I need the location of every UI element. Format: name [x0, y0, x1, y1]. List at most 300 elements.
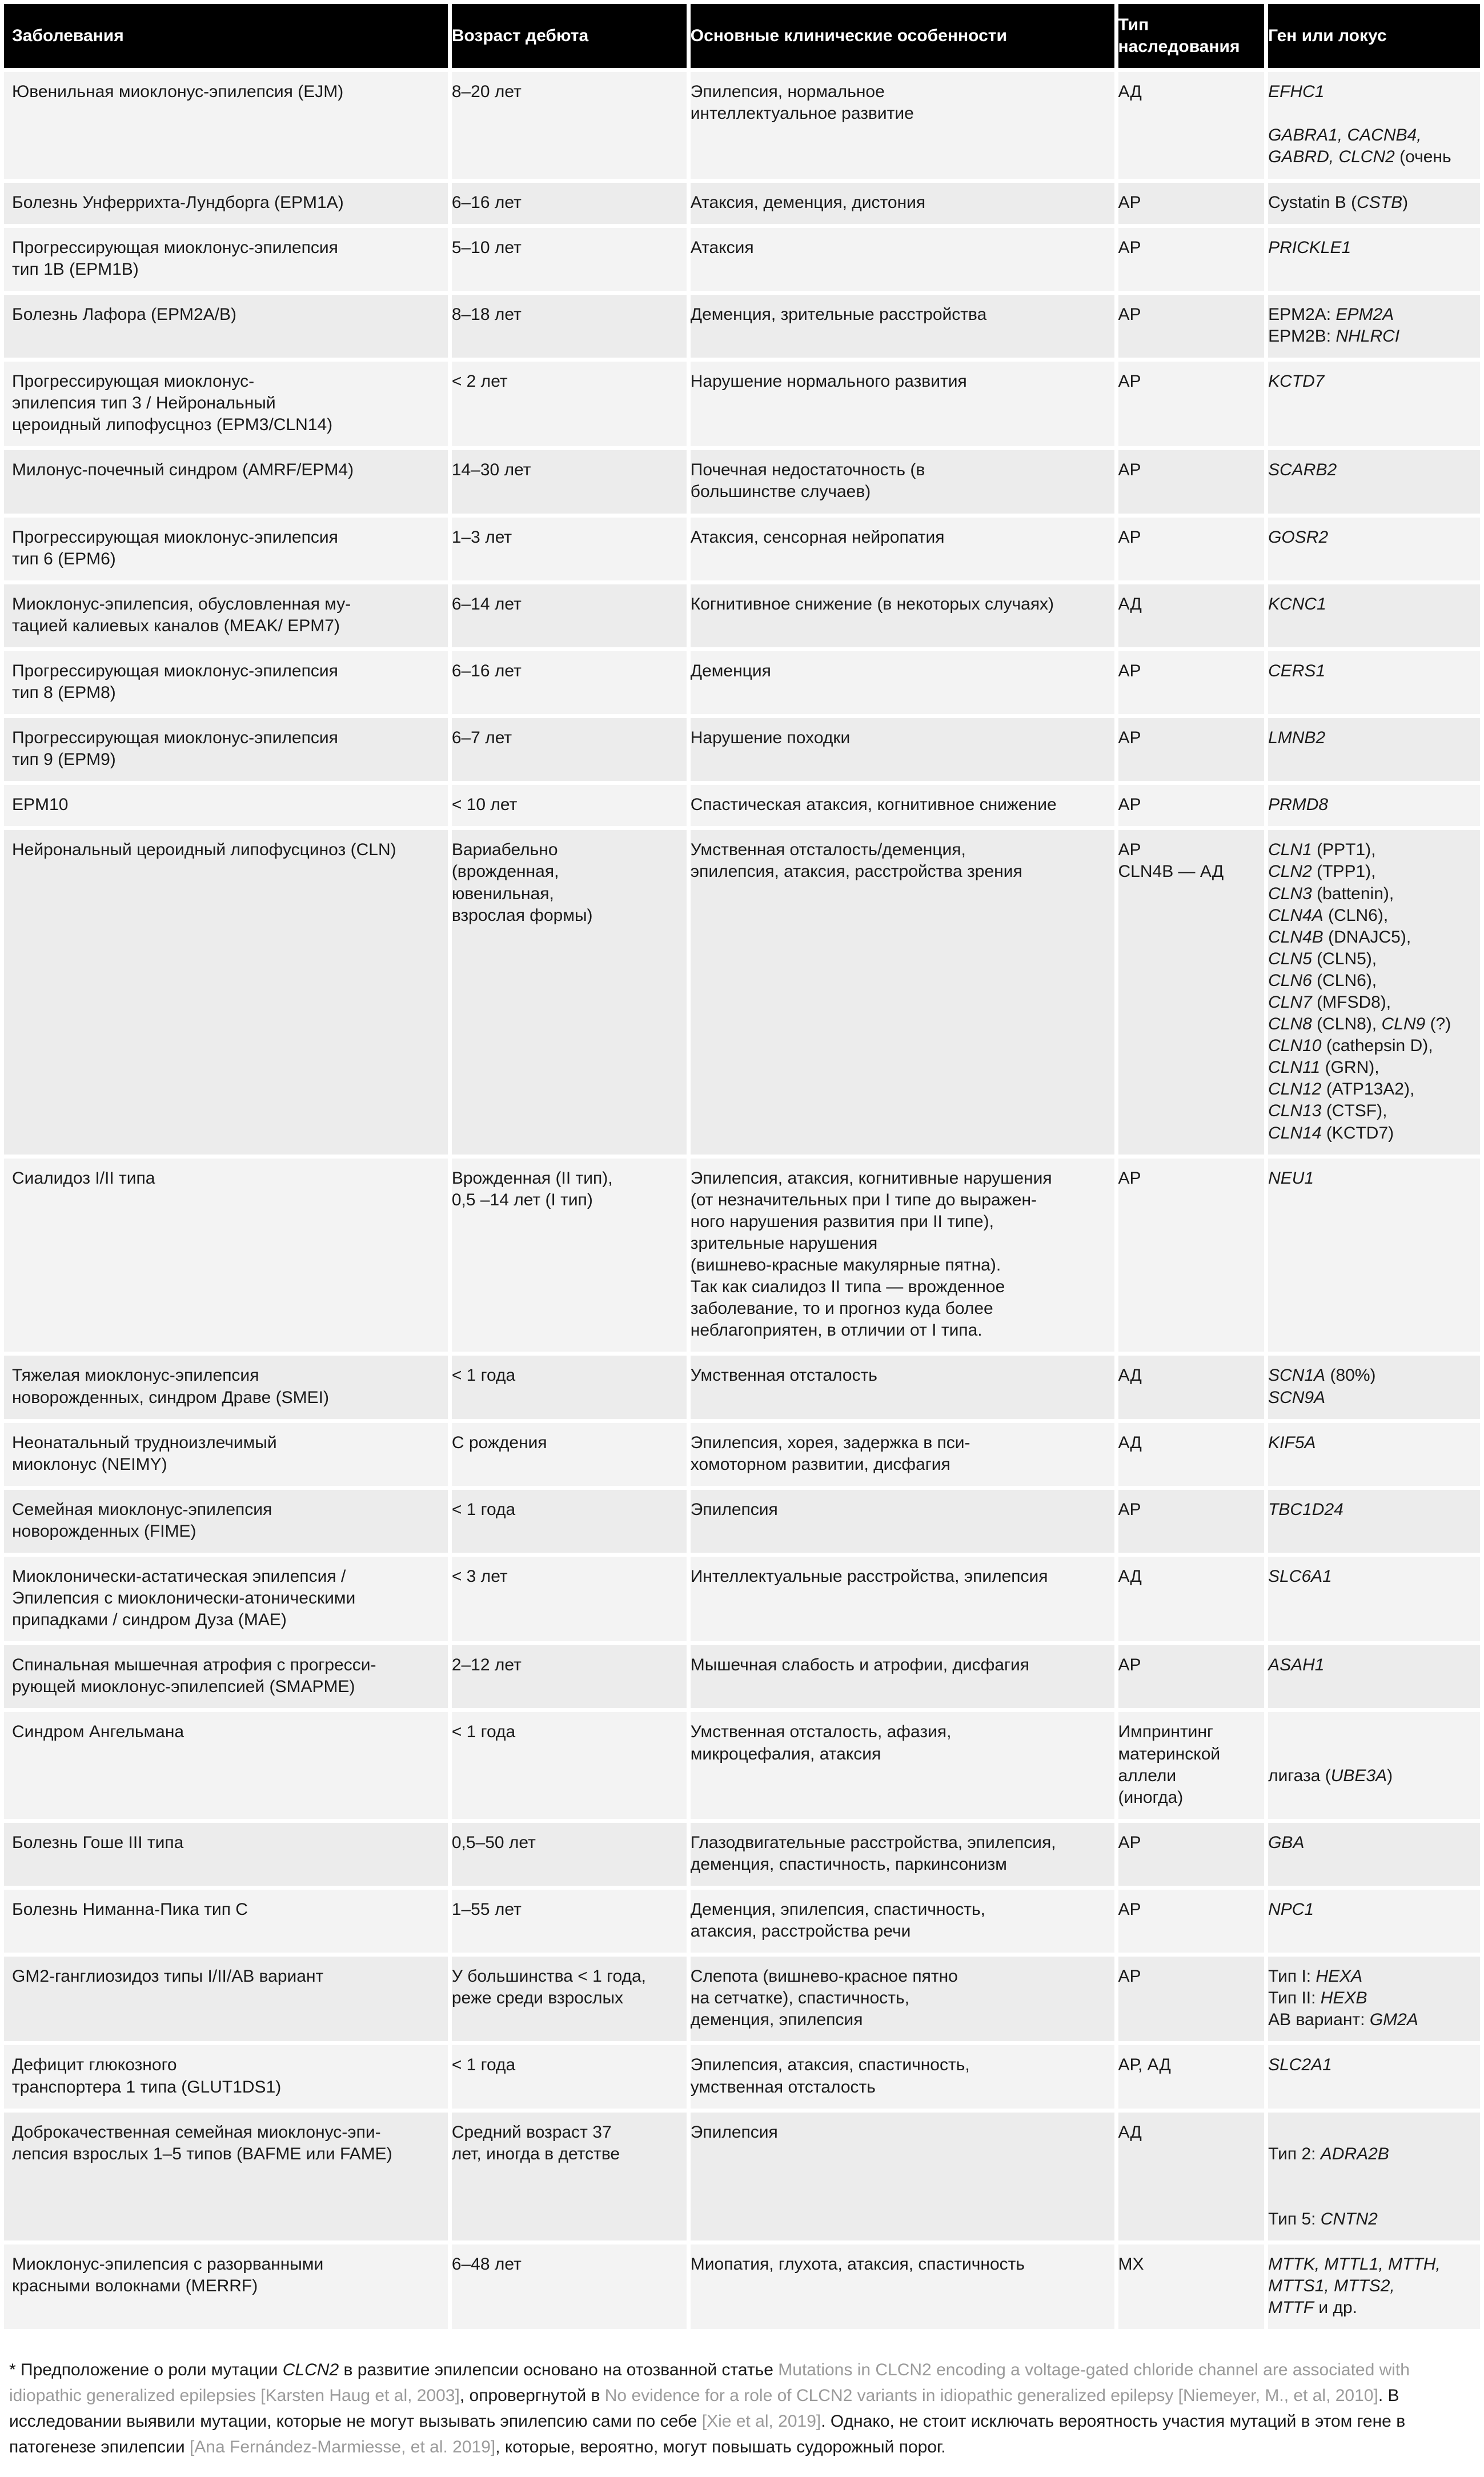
gene-name: SCN9A	[1268, 1388, 1326, 1407]
text-run: GM2-ганглиозидоз типы I/II/AB вариант	[12, 1967, 324, 1986]
cell-clinical	[691, 1890, 1114, 1953]
gene-name: SCARB2	[1268, 460, 1337, 480]
cell-clinical	[691, 295, 1114, 358]
gene-name: NEU1	[1268, 1168, 1314, 1188]
cell-inheritance	[1118, 1712, 1265, 1818]
gene-name: KIF5A	[1268, 1433, 1316, 1452]
cell-disease	[4, 785, 448, 826]
table-row	[4, 2045, 1480, 2108]
gene-name: SLC6A1	[1268, 1566, 1332, 1586]
text-run: , опровергнутой в	[459, 2386, 605, 2406]
cell-clinical	[691, 518, 1114, 580]
text-run: Прогрессирующая миоклонус-	[12, 372, 255, 391]
cell-clinical	[691, 830, 1114, 1154]
text-run: АР	[1118, 372, 1141, 391]
text-run: Атаксия	[690, 238, 754, 257]
text-run: (врожденная,	[451, 862, 559, 881]
text-run: 6–48 лет	[451, 2255, 522, 2274]
gene-name: CLN4A	[1268, 905, 1323, 925]
text-run: АД	[1118, 1566, 1142, 1586]
text-run: эпилепсия, атаксия, расстройства зрения	[690, 862, 1022, 881]
text-run: Эпилепсия	[690, 2122, 778, 2142]
cell-genes	[1268, 518, 1480, 580]
cell-clinical	[691, 1823, 1114, 1886]
text-run: АД	[1118, 1433, 1142, 1452]
text-run: АР	[1118, 304, 1141, 324]
text-run: 14–30 лет	[451, 460, 531, 480]
gene-name: TBC1D24	[1268, 1500, 1343, 1519]
gene-name: CLN2	[1268, 862, 1312, 881]
text-run: АР	[1118, 460, 1141, 480]
cell-genes	[1268, 1490, 1480, 1553]
text-run: АД	[1118, 594, 1142, 614]
gene-name: EFHC1	[1268, 82, 1325, 102]
text-run: Деменция, эпилепсия, спастичность,	[690, 1900, 985, 1919]
text-run: Миопатия, глухота, атаксия, спастичность	[690, 2255, 1025, 2274]
gene-name: SCN1A	[1268, 1366, 1326, 1385]
gene-name: KCTD7	[1268, 372, 1325, 391]
text-run: < 1 года	[451, 1722, 516, 1742]
gene-name: CLCN2	[282, 2360, 339, 2380]
cell-genes	[1268, 1712, 1480, 1818]
cell-age	[452, 1490, 687, 1553]
cell-clinical	[691, 1356, 1114, 1418]
cell-genes	[1268, 228, 1480, 291]
gene-name: MTTS1, MTTS2,	[1268, 2276, 1395, 2296]
cell-inheritance	[1118, 2045, 1265, 2108]
text-run: Болезнь Ниманна-Пика тип C	[12, 1900, 248, 1919]
text-run: АД	[1118, 2122, 1142, 2142]
cell-genes	[1268, 1159, 1480, 1352]
text-run: Когнитивное снижение (в некоторых случаях)	[690, 594, 1054, 614]
cell-disease	[4, 651, 448, 714]
cell-inheritance	[1118, 785, 1265, 826]
table-row	[4, 1159, 1480, 1352]
text-run: Болезнь Гоше III типа	[12, 1833, 184, 1852]
text-run: Основные клинические особенности	[690, 26, 1007, 46]
cell-clinical	[691, 1557, 1114, 1641]
cell-disease	[4, 518, 448, 580]
text-run: )	[1402, 193, 1409, 212]
text-run: (CTSF),	[1321, 1101, 1387, 1121]
cell-inheritance	[1118, 1423, 1265, 1486]
gene-name: GM2A	[1369, 2010, 1418, 2030]
text-run: АР	[1118, 1967, 1141, 1986]
cell-genes	[1268, 718, 1480, 781]
cell-genes	[1268, 1356, 1480, 1418]
gene-name: CLN6	[1268, 971, 1312, 990]
table-row	[4, 228, 1480, 291]
text-run: Так как сиалидоз II типа — врожденное	[690, 1277, 1005, 1297]
cell-genes	[1268, 72, 1480, 178]
cell-age	[452, 450, 687, 513]
table-row	[4, 295, 1480, 358]
cell-clinical	[691, 718, 1114, 781]
text-run: < 1 года	[451, 1500, 516, 1519]
text-run: 1–55 лет	[451, 1900, 522, 1919]
gene-name: CLN11	[1268, 1058, 1321, 1077]
gene-name: GOSR2	[1268, 527, 1329, 547]
text-run: Эпилепсия, атаксия, спастичность,	[690, 2055, 970, 2075]
text-run: лепсия взрослых 1–5 типов (BAFME или FAME)	[12, 2144, 392, 2163]
text-run: Ген или локус	[1268, 26, 1387, 46]
text-run: Средний возраст 37	[451, 2122, 612, 2142]
cell-age	[452, 2045, 687, 2108]
table-row	[4, 1423, 1480, 1486]
gene-name: HEXB	[1320, 1989, 1367, 2008]
cell-clinical	[691, 1159, 1114, 1352]
cell-disease	[4, 362, 448, 446]
text-run: припадками / синдром Дуза (MAE)	[12, 1610, 287, 1630]
column-header-clinical	[691, 4, 1114, 68]
text-run: АР	[1118, 1833, 1141, 1852]
text-run: У большинства < 1 года,	[451, 1967, 647, 1986]
gene-name: CLN4B	[1268, 927, 1323, 947]
text-run: Болезнь Унферрихта-Лундборга (EPM1A)	[12, 193, 344, 212]
gene-name: CLN8	[1268, 1015, 1312, 1034]
cell-age	[452, 183, 687, 224]
table-row	[4, 1356, 1480, 1418]
text-run: Слепота (вишнево-красное пятно	[690, 1967, 958, 1986]
gene-name: MTTK, MTTL1, MTTH,	[1268, 2255, 1441, 2274]
text-run: АР	[1118, 238, 1141, 257]
cell-disease	[4, 72, 448, 178]
text-run: материнской	[1118, 1744, 1221, 1763]
text-run: < 10 лет	[451, 795, 518, 815]
text-run: Нейрональный цероидный липофусциноз (CLN)	[12, 840, 396, 860]
cell-inheritance	[1118, 2113, 1265, 2240]
cell-disease	[4, 2113, 448, 2240]
text-run: АР	[1118, 1900, 1141, 1919]
text-run: хомоторном развитии, дисфагия	[690, 1454, 950, 1474]
gene-name: SLC2A1	[1268, 2055, 1332, 2075]
text-run: наследования	[1118, 37, 1240, 57]
cell-age	[452, 1712, 687, 1818]
cell-inheritance	[1118, 1490, 1265, 1553]
text-run: Почечная недостаточность (в	[690, 460, 925, 480]
text-run: АР	[1118, 840, 1141, 860]
text-run: Возраст дебюта	[451, 26, 589, 46]
header-row	[4, 4, 1480, 68]
text-run: Миоклонус-эпилепсия с разорванными	[12, 2255, 324, 2274]
cell-genes	[1268, 2113, 1480, 2240]
text-run: 5–10 лет	[451, 238, 522, 257]
cell-age	[452, 228, 687, 291]
gene-name: NPC1	[1268, 1900, 1314, 1919]
cell-genes	[1268, 1890, 1480, 1953]
text-run: Деменция	[690, 661, 771, 680]
text-run: рующей миоклонус-эпилепсией (SMAPME)	[12, 1677, 355, 1697]
text-run: (KCTD7)	[1321, 1123, 1394, 1143]
cell-inheritance	[1118, 1957, 1265, 2041]
cell-clinical	[691, 72, 1114, 178]
text-run: тип 6 (EPM6)	[12, 549, 116, 568]
table-row	[4, 1645, 1480, 1708]
text-run: неблагоприятен, в отличии от I типа.	[690, 1321, 982, 1340]
cell-disease	[4, 584, 448, 647]
text-run: 8–18 лет	[451, 304, 522, 324]
table-row	[4, 785, 1480, 826]
text-run: и др.	[1314, 2298, 1358, 2318]
text-run: микроцефалия, атаксия	[690, 1744, 881, 1763]
text-run: Глазодвигательные расстройства, эпилепсия,	[690, 1833, 1056, 1852]
gene-name: GBA	[1268, 1833, 1305, 1852]
gene-name: GABRA1, CACNB4,	[1268, 126, 1422, 145]
cell-genes	[1268, 785, 1480, 826]
cell-inheritance	[1118, 718, 1265, 781]
text-run: < 1 года	[451, 2055, 516, 2075]
text-run: (80%)	[1325, 1366, 1376, 1385]
cell-age	[452, 518, 687, 580]
text-run: Вариабельно	[451, 840, 558, 860]
text-run: Сиалидоз I/II типа	[12, 1168, 155, 1188]
text-run: Доброкачественная семейная миоклонус-эпи-	[12, 2122, 381, 2142]
cell-genes	[1268, 2244, 1480, 2329]
cell-disease	[4, 1823, 448, 1886]
cell-disease	[4, 1957, 448, 2041]
text-run: АВ вариант:	[1268, 2010, 1370, 2030]
text-run: Прогрессирующая миоклонус-эпилепсия	[12, 728, 338, 748]
text-run: 1–3 лет	[451, 527, 512, 547]
text-run: Эпилепсия	[690, 1500, 778, 1519]
text-run: деменция, эпилепсия	[690, 2010, 863, 2030]
text-run: Ювенильная миоклонус-эпилепсия (EJM)	[12, 82, 344, 102]
cell-genes	[1268, 1957, 1480, 2041]
cell-age	[452, 72, 687, 178]
footnote-link[interactable]: No evidence for a role of CLCN2 variants in idiopathic generalized epilepsy [Niemeyer, M., et al, 2010]	[604, 2386, 1378, 2406]
cell-disease	[4, 450, 448, 513]
cell-age	[452, 1957, 687, 2041]
text-run: (DNAJC5),	[1323, 927, 1411, 947]
gene-name: CLN5	[1268, 949, 1312, 968]
text-run: Нарушение походки	[690, 728, 851, 748]
cell-clinical	[691, 651, 1114, 714]
text-run: АД	[1118, 82, 1142, 102]
text-run: Тип 5:	[1268, 2210, 1321, 2229]
cell-genes	[1268, 450, 1480, 513]
cell-clinical	[691, 785, 1114, 826]
footnote-link[interactable]: [Ana Fernández-Marmiesse, et al. 2019]	[189, 2438, 496, 2457]
column-header-age	[452, 4, 687, 68]
text-run: АР	[1118, 661, 1141, 680]
text-run: , которые, вероятно, могут повышать судорожный порог.	[495, 2438, 946, 2457]
cell-age	[452, 1645, 687, 1708]
cell-inheritance	[1118, 518, 1265, 580]
cell-disease	[4, 1490, 448, 1553]
gene-name: CLN14	[1268, 1123, 1322, 1143]
column-header-disease	[4, 4, 448, 68]
text-run: АД	[1118, 1366, 1142, 1385]
text-run: (вишнево-красные макулярные пятна).	[690, 1256, 1001, 1275]
text-run: 6–7 лет	[451, 728, 512, 748]
cell-disease	[4, 1356, 448, 1418]
table-row	[4, 718, 1480, 781]
text-run: EPM10	[12, 795, 69, 815]
gene-name: ASAH1	[1268, 1656, 1325, 1675]
text-run: деменция, спастичность, паркинсонизм	[690, 1854, 1007, 1874]
text-run: Врожденная (II тип),	[451, 1168, 613, 1188]
cell-clinical	[691, 1712, 1114, 1818]
table-row	[4, 584, 1480, 647]
cell-age	[452, 1557, 687, 1641]
gene-name: CSTB	[1357, 193, 1403, 212]
text-run: Нарушение нормального развития	[690, 372, 967, 391]
text-run: Дефицит глюкозного	[12, 2055, 177, 2075]
text-run: Тип I:	[1268, 1967, 1316, 1986]
text-run: Тип II:	[1268, 1989, 1321, 2008]
text-run: . Однако, не стоит исключать вероятность участия мутаций в этом гене в патогенезе эпилепсии	[9, 2412, 1406, 2457]
cell-inheritance	[1118, 1645, 1265, 1708]
text-run: (PPT1),	[1311, 840, 1376, 860]
table-row	[4, 1890, 1480, 1953]
text-run: (очень	[1394, 147, 1451, 167]
text-run: атаксия, расстройства речи	[690, 1922, 911, 1941]
text-run: тип 1B (EPM1B)	[12, 259, 139, 279]
cell-genes	[1268, 1823, 1480, 1886]
cell-genes	[1268, 2045, 1480, 2108]
cell-inheritance	[1118, 72, 1265, 178]
table-row	[4, 1712, 1480, 1818]
table-row	[4, 1557, 1480, 1641]
table-row	[4, 2113, 1480, 2240]
gene-name: CNTN2	[1320, 2210, 1378, 2229]
cell-inheritance	[1118, 1823, 1265, 1886]
text-run: Умственная отсталость, афазия,	[690, 1722, 952, 1742]
text-run: тип 9 (EPM9)	[12, 750, 116, 769]
cell-clinical	[691, 1957, 1114, 2041]
text-run: (cathepsin D),	[1321, 1036, 1433, 1056]
text-run: Спастическая атаксия, когнитивное снижение	[690, 795, 1057, 815]
cell-disease	[4, 1712, 448, 1818]
cell-inheritance	[1118, 1159, 1265, 1352]
cell-inheritance	[1118, 183, 1265, 224]
text-run: Умственная отсталость	[690, 1366, 877, 1385]
column-header-inheritance	[1118, 4, 1265, 68]
gene-name: EPM2A	[1335, 304, 1394, 324]
cell-age	[452, 1823, 687, 1886]
text-run: взрослая формы)	[451, 905, 593, 925]
text-run: (иногда)	[1118, 1787, 1184, 1807]
text-run: Милонус-почечный синдром (AMRF/EPM4)	[12, 460, 354, 480]
cell-clinical	[691, 2113, 1114, 2240]
text-run: лет, иногда в детстве	[451, 2144, 620, 2163]
footnote	[9, 2357, 1475, 2460]
cell-genes	[1268, 1423, 1480, 1486]
text-run: Эпилепсия, атаксия, когнитивные нарушения	[690, 1168, 1052, 1188]
text-run: новорожденных (FIME)	[12, 1521, 196, 1541]
gene-name: KCNC1	[1268, 594, 1326, 614]
table-row	[4, 651, 1480, 714]
text-run: Мышечная слабость и атрофии, дисфагия	[690, 1656, 1029, 1675]
gene-name: UBE3A	[1330, 1766, 1387, 1785]
text-run: Cystatin B (	[1268, 193, 1357, 212]
text-run: * Предположение о роли мутации	[9, 2360, 283, 2380]
cell-inheritance	[1118, 1890, 1265, 1953]
text-run: С рождения	[451, 1433, 547, 1452]
gene-name: CLN12	[1268, 1080, 1322, 1099]
cell-age	[452, 651, 687, 714]
text-run: EPM2B:	[1268, 326, 1336, 346]
cell-clinical	[691, 450, 1114, 513]
text-run: 6–16 лет	[451, 661, 522, 680]
cell-inheritance	[1118, 362, 1265, 446]
cell-age	[452, 1356, 687, 1418]
cell-clinical	[691, 362, 1114, 446]
text-run: АР	[1118, 1500, 1141, 1519]
text-run: Прогрессирующая миоклонус-эпилепсия	[12, 238, 338, 257]
cell-disease	[4, 2244, 448, 2329]
text-run: на сетчатке), спастичность,	[690, 1989, 909, 2008]
table-row	[4, 1823, 1480, 1886]
text-run: лигаза (	[1268, 1766, 1331, 1785]
text-run: (от незначительных при I типе до выражен-	[690, 1190, 1037, 1209]
footnote-link[interactable]: [Xie et al, 2019]	[701, 2412, 821, 2431]
text-run: реже среди взрослых	[451, 1989, 624, 2008]
table-row	[4, 183, 1480, 224]
text-run: миоклонус (NEIMY)	[12, 1454, 167, 1474]
column-header-gene	[1268, 4, 1480, 68]
gene-name: PRMD8	[1268, 795, 1329, 815]
text-run: 8–20 лет	[451, 82, 522, 102]
cell-age	[452, 1423, 687, 1486]
cell-inheritance	[1118, 450, 1265, 513]
cell-age	[452, 295, 687, 358]
text-run: заболевание, то и прогноз куда более	[690, 1299, 993, 1318]
text-run: CLN4B — АД	[1118, 862, 1224, 881]
text-run: зрительные нарушения	[690, 1233, 878, 1253]
gene-name: MTTF	[1268, 2298, 1314, 2318]
text-run: Прогрессирующая миоклонус-эпилепсия	[12, 661, 338, 680]
text-run: интеллектуальное развитие	[690, 104, 914, 123]
text-run: Умственная отсталость/деменция,	[690, 840, 966, 860]
text-run: новорожденных, синдром Драве (SMEI)	[12, 1388, 329, 1407]
cell-inheritance	[1118, 295, 1265, 358]
gene-name: LMNB2	[1268, 728, 1326, 748]
table-body	[4, 72, 1480, 2329]
text-run: АР, АД	[1118, 2055, 1171, 2075]
text-run: )	[1387, 1766, 1393, 1785]
text-run: умственная отсталость	[690, 2077, 876, 2097]
text-run: Прогрессирующая миоклонус-эпилепсия	[12, 527, 338, 547]
cell-genes	[1268, 362, 1480, 446]
text-run: Семейная миоклонус-эпилепсия	[12, 1500, 272, 1519]
text-run: МХ	[1118, 2255, 1144, 2274]
table-row	[4, 1957, 1480, 2041]
text-run: < 2 лет	[451, 372, 508, 391]
footnote-link[interactable]: Mutations in CLCN2 encoding a voltage-gated chloride channel are associated with idiopathic generalized epilepsies [Karsten Haug et al, 2003]	[9, 2360, 1410, 2406]
text-run: тацией калиевых каналов (MEAK/ EPM7)	[12, 616, 340, 635]
text-run: (battenin),	[1311, 884, 1394, 903]
text-run: АР	[1118, 193, 1141, 212]
cell-disease	[4, 718, 448, 781]
cell-inheritance	[1118, 584, 1265, 647]
cell-disease	[4, 830, 448, 1154]
text-run: Миоклонически-астатическая эпилепсия /	[12, 1566, 346, 1586]
cell-clinical	[691, 228, 1114, 291]
cell-disease	[4, 295, 448, 358]
text-run: ювенильная,	[451, 884, 554, 903]
cell-clinical	[691, 1645, 1114, 1708]
text-run: ного нарушения развития при II типе),	[690, 1212, 994, 1231]
gene-name: HEXA	[1315, 1967, 1363, 1986]
gene-name: CLN9	[1381, 1015, 1426, 1034]
text-run: 6–16 лет	[451, 193, 522, 212]
cell-disease	[4, 1423, 448, 1486]
gene-name: CLN3	[1268, 884, 1312, 903]
text-run: Миоклонус-эпилепсия, обусловленная му-	[12, 594, 351, 614]
table-row	[4, 830, 1480, 1154]
cell-genes	[1268, 651, 1480, 714]
